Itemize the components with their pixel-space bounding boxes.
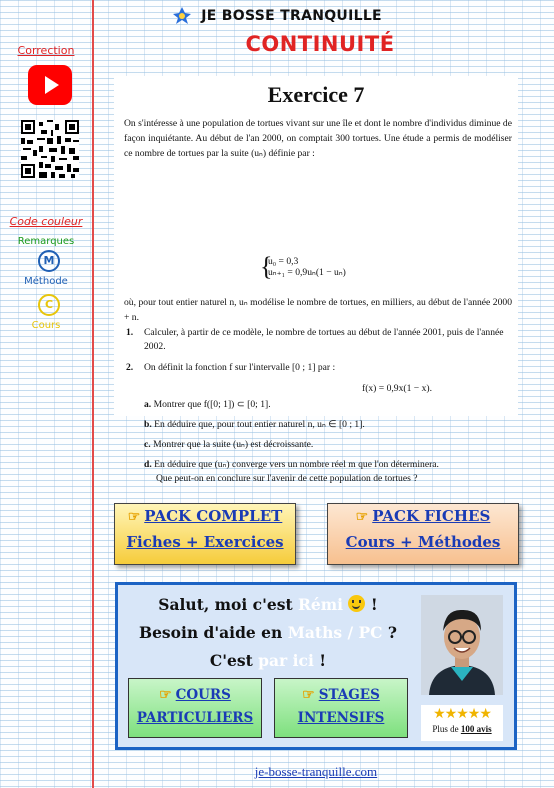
question-2a-label: a. (144, 399, 152, 410)
system-line-2: uₙ₊₁ = 0,9uₙ(1 − uₙ) (268, 267, 346, 278)
brand-logo-icon (172, 6, 192, 24)
pointing-hand-icon: ☞ (355, 509, 369, 525)
rating-badge (421, 705, 503, 741)
question-2d-followup: Que peut-on en conclure sur l'avenir de cette population de tortues ? (156, 473, 418, 484)
tutor-photo (421, 595, 503, 695)
reviews-text (421, 723, 503, 735)
rating-stars-icon: ★★★★★ (433, 706, 491, 722)
question-2-text: On définit la fonction f sur l'intervalle [0 ; 1] par : (144, 362, 336, 373)
cta-text: C'est (209, 651, 253, 670)
question-2d-text: En déduire que (uₙ) converge vers un nombre réel m que l'on déterminera. (154, 459, 439, 470)
methode-icon: M (38, 250, 60, 272)
question-1-number: 1. (126, 327, 134, 338)
brand-name: JE BOSSE TRANQUILLE (201, 8, 382, 24)
question-2b (144, 418, 365, 432)
greeting-end: ! (370, 595, 378, 614)
legend-cours: Cours (31, 320, 61, 331)
function-formula: f(x) = 0,9x(1 − x). (362, 383, 432, 394)
youtube-play-icon[interactable] (28, 65, 72, 105)
cta-end: ! (319, 651, 327, 670)
greeting-text: Salut, moi c'est (158, 595, 293, 614)
question-2c-text: Montrer que la suite (uₙ) est décroissante. (153, 439, 314, 450)
exercise-title: Exercice 7 (267, 82, 365, 107)
promo-greeting (118, 595, 418, 614)
pack-fiches-subtitle: Cours + Méthodes (345, 533, 501, 551)
reviews-count: 100 avis (460, 724, 492, 734)
correction-label: Correction (17, 44, 75, 57)
question-1-text: Calculer, à partir de ce modèle, le nombre de tortues au début de l'année 2001, puis de l'année 2002. (144, 327, 504, 352)
qr-code-icon[interactable] (21, 120, 79, 178)
system-brace: { (260, 252, 273, 281)
promo-help (118, 623, 418, 642)
question-2c-label: c. (144, 439, 151, 450)
stages-button-line-2: INTENSIFS (297, 710, 385, 726)
question-2-number: 2. (126, 362, 134, 373)
website-link[interactable]: je-bosse-tranquille.com (254, 764, 378, 779)
cours-button-line-2: PARTICULIERS (136, 710, 254, 726)
chapter-title: CONTINUITÉ (245, 32, 395, 56)
smiley-icon (348, 595, 365, 612)
cours-icon: C (38, 294, 60, 316)
question-2 (126, 361, 514, 375)
legend-methode: Méthode (24, 276, 68, 287)
pack-complet-title: PACK COMPLET (144, 507, 283, 525)
brand-header[interactable] (0, 6, 554, 24)
exercise-intro: On s'intéresse à une population de tortues vivant sur une île et dont le nombre d'individus diminue de façon inquiétante. Au début de l'an 2000, on comptait 300 tortues. Une étude a permis de modéliser ce nombre de tortues par la suite (uₙ) définie par : (124, 118, 512, 159)
system-line-1: u₀ = 0,3 (268, 256, 299, 267)
pack-complet-button[interactable] (114, 503, 296, 565)
pointing-hand-icon: ☞ (159, 687, 172, 703)
exercise-card (114, 76, 518, 484)
margin-line (92, 0, 94, 788)
help-end: ? (387, 623, 398, 642)
question-2d (144, 458, 516, 472)
color-code-label: Code couleur (9, 215, 83, 228)
help-text: Besoin d'aide en (138, 623, 283, 642)
promo-cta[interactable] (118, 651, 418, 670)
question-2b-label: b. (144, 419, 152, 430)
pointing-hand-icon: ☞ (127, 509, 141, 525)
question-2b-text: En déduire que, pour tout entier naturel n, uₙ ∈ [0 ; 1]. (154, 419, 365, 430)
reviews-prefix: Plus de (432, 724, 459, 734)
tutor-name: Rémi (298, 595, 344, 614)
recurrence-system (260, 252, 346, 281)
question-2a-text: Montrer que f([0; 1]) ⊂ [0; 1]. (153, 399, 271, 410)
pack-complet-subtitle: Fiches + Exercices (126, 533, 284, 551)
help-subject: Maths / PC (287, 623, 383, 642)
question-2a (144, 398, 271, 412)
pack-fiches-title: PACK FICHES (372, 507, 491, 525)
cours-particuliers-button[interactable] (128, 678, 262, 738)
cours-button-line-1: COURS (175, 687, 231, 703)
exercise-definition: où, pour tout entier naturel n, uₙ modélise le nombre de tortues, en milliers, au début de l'année 2000 + n. (124, 297, 512, 323)
question-1 (126, 326, 514, 354)
pack-fiches-button[interactable] (327, 503, 519, 565)
stages-button-line-1: STAGES (318, 687, 380, 703)
pointing-hand-icon: ☞ (302, 687, 315, 703)
cta-link[interactable]: par ici (258, 651, 314, 670)
legend-remarques: Remarques (17, 236, 75, 247)
question-2d-label: d. (144, 459, 152, 470)
tutor-promo-box (115, 582, 517, 750)
question-2c (144, 438, 313, 452)
stages-intensifs-button[interactable] (274, 678, 408, 738)
